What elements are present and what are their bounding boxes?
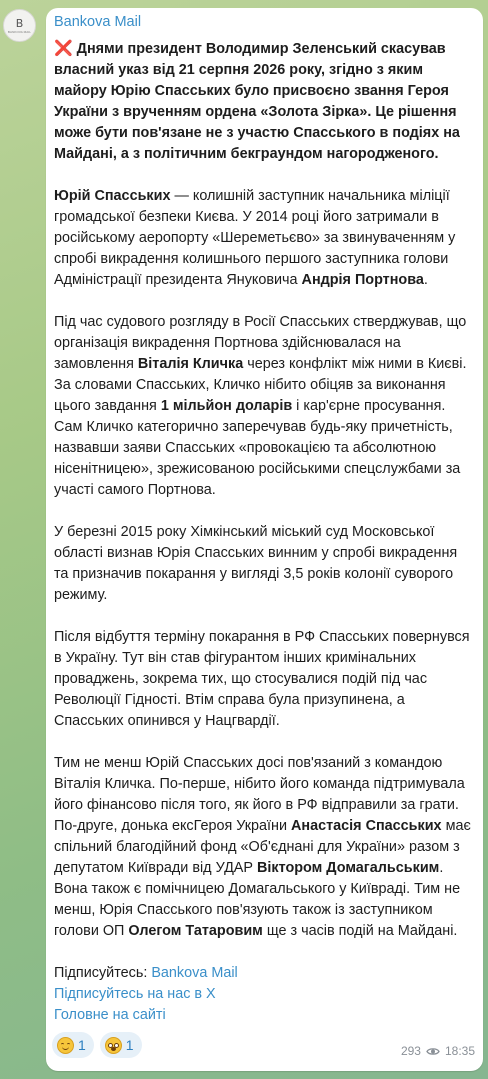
text-span: ще з часів подій на Майдані. [262, 923, 458, 939]
eye-icon [426, 1047, 440, 1056]
bold-name: Андрія Портнова [301, 272, 424, 288]
bold-name: Олегом Татаровим [128, 923, 263, 939]
text-span: . Вона також є помічницею Домагальського у Київраді. Тим не менш, Юрія Спасського пов'язують також із заступником голови ОП [54, 860, 461, 939]
grinning-face-sweat-icon [57, 1037, 74, 1054]
text-span: через конфлікт між ними в Києві. За словами Спасських, Кличко нібито обіцяв за виконання цього завдання [54, 356, 467, 414]
text-span: . [423, 272, 428, 288]
subscribe-link[interactable]: Bankova Mail [151, 965, 238, 981]
text-span: — колишній заступник начальника міліції громадської безпеки Києва. У 2014 році його затримали в російському аеропорту «Шереметьєво» за звинуваченням у спробі викрадення колишнього першого заступника голови Адміністрації президента Януковича [54, 188, 456, 288]
bold-name: Юрій Спасських [54, 188, 171, 204]
reaction-count: 1 [125, 1037, 134, 1053]
avatar-small-text: BANKOVA MAIL [7, 29, 32, 34]
message-time: 18:35 [444, 1044, 475, 1058]
text-span: Під час судового розгляду в Росії Спасських стверджував, що організація викрадення Портнова здійснювалася на замовлення [54, 314, 467, 372]
cross-mark-icon: ❌ [54, 39, 73, 57]
text-span: і кар'єрне просування. Сам Кличко категорично заперечував будь-яку причетність, назвавши заяви Спасських «провокацією та абсолютною нісенітницею», зрежисованою російськими спецслужбами за участі самого Портнова. [54, 398, 461, 498]
message-text [54, 38, 474, 1026]
paragraph-1-text: Днями президент Володимир Зеленський скасував власний указ від 21 серпня 2026 року, згідно з яким майору Юрію Спасських було присвоєно звання Героя України з врученням ордена «Золота Зірка». Це рішення може бути пов'язане не з участю Спасського в подіях на Майдані, а з політичним бекграундом нагородженого. [54, 41, 460, 162]
bold-name: Віктором Домагальським [257, 860, 440, 876]
message-bubble [46, 8, 483, 1071]
channel-avatar[interactable] [3, 9, 36, 42]
reaction-count: 1 [78, 1037, 86, 1053]
paragraph-5: Після відбуття терміну покарання в РФ Спасських повернувся в Україну. Тут він став фігурантом інших кримінальних проваджень, зокрема тих, що стосувалися подій під час Революції Гідності. Втім справа була призупинена, а Спасських опинився у Нацгвардії. [54, 629, 470, 729]
footer-links [54, 963, 474, 1026]
bold-name: Віталія Кличка [137, 356, 244, 372]
bold-amount: 1 мільйон доларів [160, 398, 293, 414]
text-span: Тим не менш Юрій Спасських досі пов'язаний з командою Віталія Кличка. По-перше, нібито його команда підтримувала його фінансово після того, як його в РФ відправили за грати. По-друге, донька ексГероя України [54, 755, 465, 834]
subscribe-label: Підписуйтесь: [54, 965, 152, 981]
paragraph-6 [54, 753, 474, 942]
x-link[interactable]: Підписуйтесь на нас в X [54, 986, 216, 1002]
paragraph-4: У березні 2015 року Хімкінський міський суд Московської області визнав Юрія Спасських винним у спробі викрадення та призначив покарання у вигляді 3,5 років колонії суворого режиму. [54, 524, 458, 603]
reaction-screaming-fear[interactable] [100, 1032, 142, 1058]
views-count: 293 [400, 1044, 421, 1058]
paragraph-1 [54, 38, 474, 165]
paragraph-2 [54, 186, 474, 291]
reaction-grinning-sweat[interactable] [52, 1032, 94, 1058]
face-screaming-fear-icon [105, 1037, 122, 1054]
paragraph-3 [54, 312, 474, 501]
text-span: має спільний благодійний фонд «Об'єднані для України» разом з депутатом Київради від УДАР [54, 818, 471, 876]
message-meta [401, 1044, 475, 1058]
site-link[interactable]: Головне на сайті [54, 1007, 166, 1023]
channel-name[interactable]: Bankova Mail [54, 14, 142, 30]
bold-name: Анастасія Спасських [291, 818, 442, 834]
reactions-bar [52, 1032, 142, 1058]
avatar-glyph: B [15, 16, 24, 30]
